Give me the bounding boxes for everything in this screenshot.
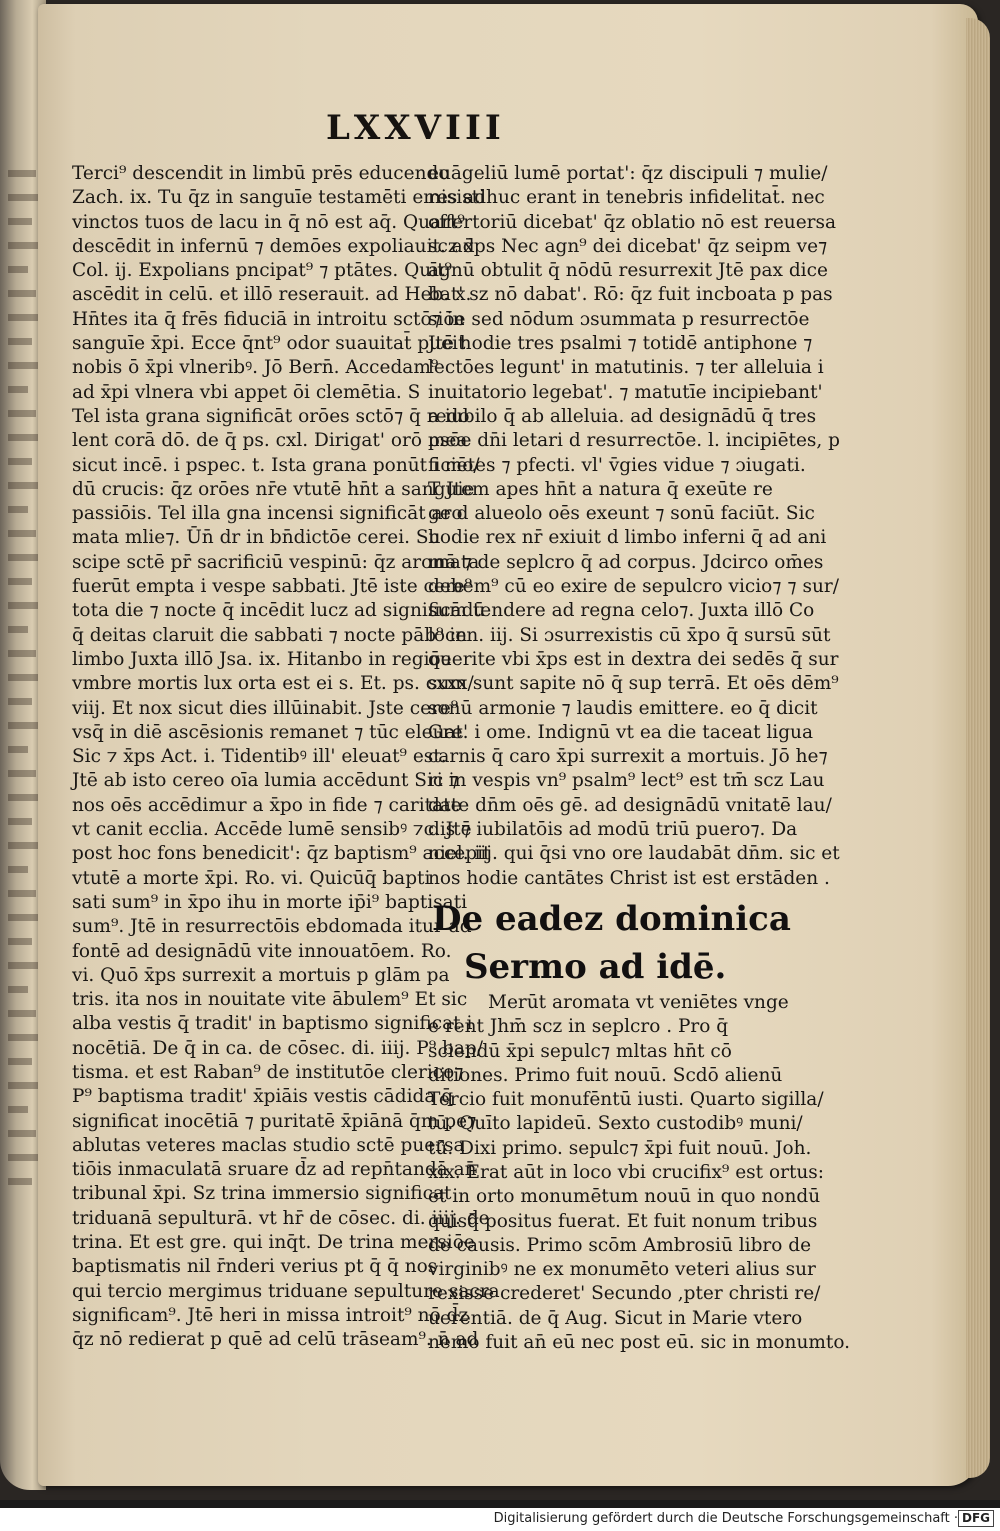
text-line: a iubilo q̄ ab alleluia. ad designādū q̄ tres	[428, 405, 817, 427]
text-line: Jtē hodie tres psalmi ⁊ totidē antiphone ⁊	[428, 333, 813, 355]
text-line: nemo fuit an̄ eū nec post eū. sic in monumto.	[428, 1332, 851, 1354]
text-line: passiōis. Tel illa gna incensi significāt aro	[72, 503, 463, 525]
text-line: post hoc fons benedicit': q̄z baptism⁹ accepit	[72, 843, 491, 865]
text-line: tū. Dixi primo. sepulc⁊ x̄pi fuit nouū. Joh.	[428, 1137, 812, 1159]
text-line: hodie rex nr̄ exiuit d limbo inferni q̄ ad ani	[428, 527, 827, 549]
text-line: sicut incē. i pspec. t. Ista grana ponūt ī mo/	[72, 454, 480, 476]
text-line: sonū armonie ⁊ laudis emittere. eo q̄ dicit	[428, 697, 818, 719]
left-text-column	[72, 162, 500, 1353]
ghost-text-mark	[8, 482, 40, 489]
text-line: euāgeliū lumē portat': q̄z discipuli ⁊ mulie/	[428, 163, 828, 184]
ghost-text-mark	[8, 530, 36, 537]
text-line: Merūt aromata vt veniētes vnge	[488, 991, 789, 1013]
text-line: Tel ista grana significāt orōes sctō⁊ q̄ redo	[72, 405, 470, 427]
text-line: dis ⁊ iubilatōis ad modū triū puero⁊. Da	[428, 819, 798, 841]
text-line: Terci⁹ descendit in limbū prēs educendo	[72, 163, 450, 184]
text-line: tota die ⁊ nocte q̄ incēdit lucz ad significādū	[72, 600, 486, 622]
text-line: inuitatorio legebat'. ⁊ matutīe incipiebant'	[428, 381, 823, 403]
text-line: nocētiā. De q̄ in ca. de cōsec. di. iiij. P⁹ bap/	[72, 1037, 483, 1059]
text-line: vsq̄ in diē ascēsionis remanet ⁊ tūc eleuat'	[72, 721, 469, 743]
footer-bar	[0, 1508, 1000, 1531]
ghost-text-mark	[8, 1082, 40, 1089]
ghost-text-mark	[8, 962, 40, 969]
ghost-text-mark	[8, 218, 32, 225]
text-line: uerentiā. de q̄ Aug. Sicut in Marie vtero	[428, 1307, 803, 1329]
text-line: Zach. ix. Tu q̄z in sanguīe testamēti emisisti	[72, 187, 486, 209]
funding-credit: Digitalisierung gefördert durch die Deutsche Forschungsgemeinschaft ·	[493, 1511, 958, 1526]
ghost-text-mark	[8, 1178, 32, 1185]
text-line: T Jtem apes hn̄t a natura q̄ exeūte re	[428, 478, 773, 500]
text-line: ficiētes ⁊ pfecti. vl' v̄gies vidue ⁊ ɔiugati.	[428, 454, 806, 476]
ghost-text-mark	[8, 1010, 36, 1017]
section-heading: De eadez dominica	[432, 898, 791, 939]
ghost-text-mark	[8, 986, 28, 993]
text-line: mā ⁊ de seplcro q̄ ad corpus. Jdcirco om̄es	[428, 551, 824, 573]
text-line: Jtē ab isto cereo oīa lumia accēdunt Sic ⁊	[72, 770, 459, 792]
ghost-text-mark	[8, 338, 32, 345]
text-line: vinctos tuos de lacu in q̄ nō est aq̄. Quart⁹	[72, 211, 465, 233]
ghost-text-mark	[8, 746, 28, 753]
text-line: xix. Erat aūt in loco vbi crucifix⁹ est ortus:	[428, 1161, 825, 1183]
ghost-text-mark	[8, 602, 40, 609]
text-line: tris. ita nos in nouitate vite ābulem⁹ Et sic	[72, 989, 468, 1011]
ghost-text-mark	[8, 170, 36, 177]
text-line: q̄ deitas claruit die sabbati ⁊ nocte pāb⁹ in	[72, 624, 468, 646]
text-line: nos oēs accēdimur a x̄po in fide ⁊ caritate	[72, 794, 462, 816]
text-line: sum⁹. Jtē in resurrectōis ebdomada itur ad	[72, 916, 472, 938]
ghost-text-mark	[8, 938, 32, 945]
text-line: mata mlie⁊. Ūn̄ dr in bn̄dictōe cerei. Su	[72, 527, 441, 549]
text-line: nos hodie cantātes Christ ist est erstāden .	[428, 867, 830, 889]
text-line: ad x̄pi vlnera vbi appet ōi clemētia. S	[72, 381, 421, 403]
text-line: sanguīe x̄pi. Ecce q̄nt⁹ odor suauitat̄ pueit	[72, 333, 466, 355]
text-line: tisma. et est Raban⁹ de institutōe clerico⁊	[72, 1061, 464, 1083]
text-line: et in orto monumētum nouū in quo nondū	[428, 1186, 821, 1208]
ghost-text-mark	[8, 290, 36, 297]
text-line: Hn̄tes ita q̄ frēs fiduciā in introitu sctō⁊ in	[72, 308, 465, 330]
ghost-text-mark	[8, 362, 40, 369]
text-line: debem⁹ cū eo exire de sepulcro vicio⁊ ⁊ sur/	[428, 576, 839, 598]
text-line: vi. Quō x̄ps surrexit a mortuis p glām pa	[72, 964, 450, 986]
text-line: date dn̄m oēs gē. ad designādū vnitatē lau/	[428, 794, 832, 816]
ghost-text-mark	[8, 1058, 32, 1065]
text-line: ri in vespis vn⁹ psalm⁹ lect⁹ est tm̄ scz Lau	[428, 770, 825, 792]
text-line: Tercio fuit monufēntū iusti. Quarto sigilla/	[428, 1089, 824, 1111]
ghost-text-mark	[8, 386, 28, 393]
ghost-text-mark	[8, 722, 40, 729]
ghost-text-mark	[8, 842, 40, 849]
dfg-logo: DFG	[958, 1510, 994, 1527]
text-line: niel. iij. qui q̄si vno ore laudabāt dn̄m. sic et	[428, 843, 840, 865]
text-line: vtutē a morte x̄pi. Ro. vi. Quicūq̄ bapti	[72, 867, 431, 889]
section-subheading: Sermo ad idē.	[464, 946, 727, 987]
ghost-text-mark	[8, 266, 28, 273]
ghost-text-mark	[8, 242, 40, 249]
text-line: alba vestis q̄ tradit' in baptismo significat i	[72, 1013, 473, 1035]
text-line: trina. Et est gre. qui inq̄t. De trina mersiōe	[72, 1232, 475, 1254]
ghost-text-mark	[8, 866, 28, 873]
text-line: sum tendere ad regna celo⁊. Juxta illō Co	[428, 600, 815, 622]
text-line: lectōes legunt' in matutinis. ⁊ ter alleluia i	[428, 357, 824, 379]
ghost-text-mark	[8, 1106, 28, 1113]
text-line: tribunal x̄pi. Sz trina immersio significat	[72, 1183, 452, 1205]
text-line: agnū obtulit q̄ nōdū resurrexit Jtē pax dice	[428, 260, 828, 282]
text-line: sum sunt sapite nō q̄ sup terrā. Et oēs dēm⁹	[428, 673, 839, 695]
ghost-text-mark	[8, 626, 28, 633]
text-line: psōe dn̄i letari d resurrectōe. l. incipiētes, p	[428, 430, 841, 452]
text-line: res adhuc erant in tenebris infidelitat̄. nec	[428, 187, 825, 209]
text-line: tū. Quīto lapideū. Sexto custodibꝰ muni/	[428, 1113, 803, 1135]
text-line: triduanā sepulturā. vt hr̄ de cōsec. di. iiij. de	[72, 1207, 490, 1229]
text-line: viij. Et nox sicut dies illūinabit. Jste cere⁹	[72, 697, 459, 719]
ghost-text-mark	[8, 1130, 36, 1137]
text-line: sati sum⁹ in x̄po ihu in morte ip̄i⁹ baptisati	[72, 891, 468, 913]
ghost-text-mark	[8, 410, 36, 417]
right-text-column	[428, 162, 851, 1355]
text-line: rexisse crederet' Secundo ,pter christi re/	[428, 1283, 821, 1305]
text-line: vt canit ecclia. Accēde lumē sensibꝰ ⁊c. Jtē	[72, 819, 472, 841]
text-line: e rent Jhm̄ scz in seplcro . Pro q̄	[428, 1016, 729, 1038]
ghost-text-mark	[8, 890, 36, 897]
text-line: ablutas veteres maclas studio sctē puersa	[72, 1134, 465, 1156]
text-line: tiōis inmaculatā sruare d̄z ad repn̄tandā an̄	[72, 1159, 477, 1181]
text-line: virginibꝰ ne ex monumēto veteri alius sur	[428, 1259, 816, 1281]
text-line: locen. iij. Si ɔsurrexistis cū x̄po q̄ sursū sūt	[428, 624, 831, 646]
text-line: significam⁹. Jtē heri in missa introit⁹ nō d̄z	[72, 1304, 469, 1326]
text-line: querite vbi x̄ps est in dextra dei sedēs q̄ sur	[428, 648, 839, 670]
text-line: scz x̄ps Nec agn⁹ dei dicebat' q̄z seipm ve⁊	[428, 235, 828, 257]
text-line: qui tercio mergimus triduane sepulture sacra	[72, 1280, 500, 1302]
ghost-text-mark	[8, 818, 32, 825]
text-line: carnis q̄ caro x̄pi surrexit a mortuis. Jō he⁊	[428, 746, 828, 768]
text-line: significat inocētiā ⁊ puritatē x̄piānā q̄m pe⁊	[72, 1110, 477, 1132]
ghost-text-mark	[8, 770, 36, 777]
text-line: nobis ō x̄pi vlneribꝰ. Jō Bern̄. Accedam⁹	[72, 357, 439, 379]
text-line: Sic ⁊ x̄ps Act. i. Tidentibꝰ ill' eleuat⁹ est.	[72, 746, 447, 768]
text-line: vmbre mortis lux orta est ei s. Et. ps. cxxx/	[72, 673, 474, 695]
text-line: sciendū x̄pi sepulc⁊ mltas hn̄t cō	[428, 1040, 732, 1062]
page-stack-edges	[966, 18, 990, 1478]
text-line: de causis. Primo scōm Ambrosiū libro de	[428, 1234, 812, 1256]
ghost-text-mark	[8, 698, 32, 705]
text-line: dū crucis: q̄z orōes nr̄e vtutē hn̄t a sanguie	[72, 478, 475, 500]
text-line: fontē ad designādū vite innouatōem. Ro.	[72, 940, 452, 962]
text-line: offertoriū dicebat' q̄z oblatio nō est reuersa	[428, 211, 837, 233]
text-line: ge d alueolo oēs exeunt ⁊ sonū faciūt. Sic	[428, 503, 815, 525]
folio-number: LXXVIII	[326, 108, 505, 148]
text-line: fuerūt empta i vespe sabbati. Jtē iste cere⁹	[72, 576, 473, 598]
text-line: descēdit in infernū ⁊ demōes expoliauit. ad	[72, 235, 475, 257]
text-line: q̄z nō redierat p quē ad celū trāseam⁹. n̄ ad	[72, 1329, 479, 1351]
text-line: P⁹ baptisma tradit' x̄piāis vestis cādida q̄	[72, 1086, 454, 1108]
text-line: limbo Juxta illō Jsa. ix. Hitanbo in regiōe	[72, 648, 452, 670]
text-line: baptismatis nil r̄nderi verius pt q̄ q̄ nos	[72, 1256, 438, 1278]
text-line: siōe sed nōdum ɔsummata p resurrectōe	[428, 308, 810, 330]
text-line: lent corā dō. de q̄ ps. cxl. Dirigat' orō mea	[72, 430, 468, 452]
ghost-text-mark	[8, 506, 28, 513]
ghost-text-mark	[8, 650, 36, 657]
text-line: scipe sctē pr̄ sacrificiū vespinū: q̄z aromata	[72, 551, 480, 573]
text-line: bat' sz nō dabat'. Rō: q̄z fuit incboata p pas	[428, 284, 833, 306]
text-line: quisq̄ positus fuerat. Et fuit nonum tribus	[428, 1210, 818, 1232]
text-line: ditiones. Primo fuit nouū. Scdō alienū	[428, 1064, 783, 1086]
ghost-text-mark	[8, 578, 32, 585]
text-line: Gre. i ome. Indignū vt ea die taceat ligua	[428, 721, 814, 743]
ghost-text-mark	[8, 458, 32, 465]
text-line: Col. ij. Expolians pncipat⁹ ⁊ ptātes. Quīt⁹	[72, 260, 452, 282]
text-line: ascēdit in celū. et illō reserauit. ad Heb. x.	[72, 284, 472, 306]
